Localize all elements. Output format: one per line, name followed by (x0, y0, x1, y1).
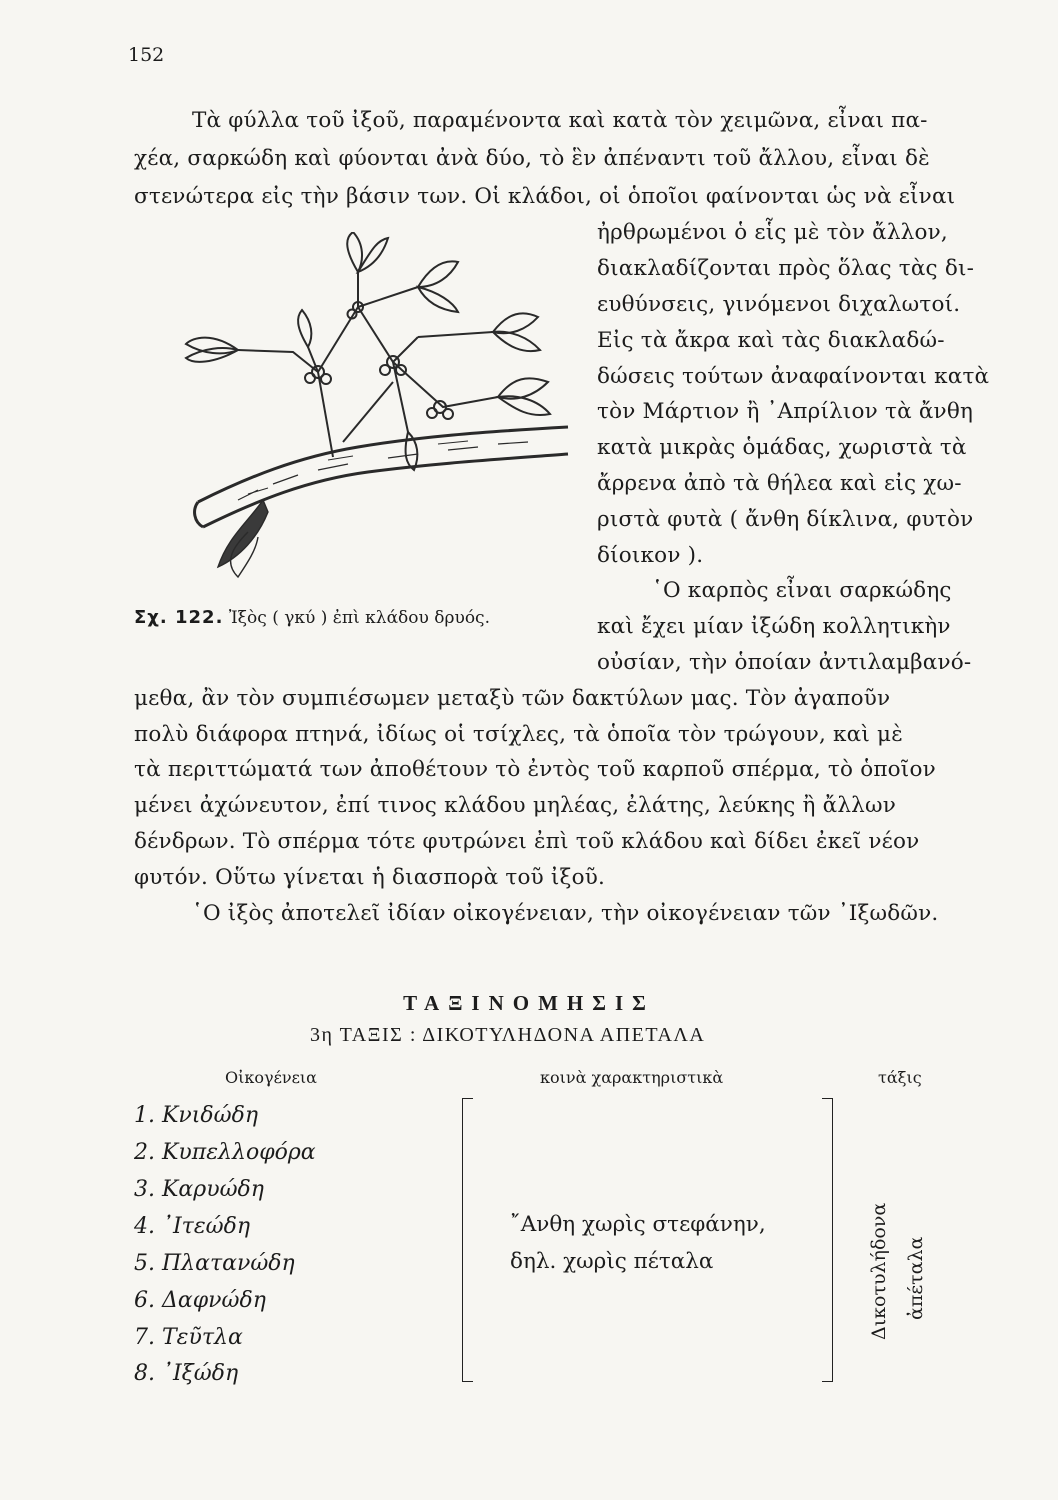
body-line: ῾Ο ἰξὸς ἀποτελεῖ ἰδίαν οἰκογένειαν, τὴν οἰκογένειαν τῶν ᾿Ιξωδῶν. (192, 901, 939, 926)
body-line: φυτόν. Οὕτω γίνεται ἡ διασπορὰ τοῦ ἰξοῦ. (134, 865, 606, 890)
figure-label: Σχ. 122. (134, 607, 224, 628)
body-line: χέα, σαρκώδη καὶ φύονται ἀνὰ δύο, τὸ ἓν ἀπέναντι τοῦ ἄλλου, εἶναι δὲ (134, 146, 930, 171)
header-order: τάξις (878, 1068, 922, 1087)
family-item: 7. Τεῦτλα (134, 1325, 243, 1350)
body-line: πολὺ διάφορα πτηνά, ἰδίως οἱ τσίχλες, τὰ ὁποῖα τὸν τρώγουν, καὶ μὲ (134, 722, 903, 747)
body-line: Εἰς τὰ ἄκρα καὶ τὰς διακλαδώ- (597, 328, 945, 353)
body-line: μεθα, ἂν τὸν συμπιέσωμεν μεταξὺ τῶν δακτύλων μας. Τὸν ἀγαποῦν (134, 686, 891, 711)
body-line: καὶ ἔχει μίαν ἰξώδη κολλητικὴν (597, 614, 951, 639)
mistletoe-drawing (178, 232, 578, 602)
header-characteristics: κοινὰ χαρακτηριστικὰ (540, 1068, 724, 1087)
header-family: Οἰκογένεια (225, 1068, 317, 1087)
mistletoe-illustration (178, 232, 578, 602)
family-item: 1. Κνιδώδη (134, 1103, 259, 1128)
family-item: 5. Πλατανώδη (134, 1251, 295, 1276)
family-item: 8. ᾿Ιξώδη (134, 1361, 239, 1386)
body-line: τὰ περιττώματά των ἀποθέτουν τὸ ἐντὸς τοῦ καρποῦ σπέρμα, τὸ ὁποῖον (134, 757, 936, 782)
family-item: 4. ᾿Ιτεώδη (134, 1214, 251, 1239)
page-number: 152 (128, 44, 165, 66)
family-item: 6. Δαφνώδη (134, 1288, 266, 1313)
right-bracket (822, 1098, 833, 1382)
characteristics-line: δηλ. χωρὶς πέταλα (510, 1249, 714, 1274)
body-line: δώσεις τούτων ἀναφαίνονται κατὰ (597, 364, 990, 389)
order-label: ἀπέταλα (905, 1236, 927, 1320)
characteristics-line: ῎Ανθη χωρὶς στεφάνην, (510, 1212, 766, 1237)
body-line: δίοικον ). (597, 543, 704, 568)
body-line: ἠρθρωμένοι ὁ εἷς μὲ τὸν ἄλλον, (597, 220, 948, 245)
body-line: κατὰ μικρὰς ὁμάδας, χωριστὰ τὰ (597, 435, 967, 460)
body-line: ῾Ο καρπὸς εἶναι σαρκώδης (652, 578, 952, 603)
body-line: μένει ἀχώνευτον, ἐπί τινος κλάδου μηλέας, ἐλάτης, λεύκης ἢ ἄλλων (134, 793, 896, 818)
figure-caption (134, 607, 490, 628)
body-line: οὐσίαν, τὴν ὁποίαν ἀντιλαμβανό- (597, 650, 972, 675)
figure-caption-text: Ἰξὸς ( γκύ ) ἐπὶ κλάδου δρυός. (228, 608, 490, 628)
left-bracket (462, 1098, 473, 1382)
body-line: Τὰ φύλλα τοῦ ἰξοῦ, παραμένοντα καὶ κατὰ τὸν χειμῶνα, εἶναι πα- (192, 108, 928, 133)
body-line: στενώτερα εἰς τὴν βάσιν των. Οἱ κλάδοι, οἱ ὁποῖοι φαίνονται ὡς νὰ εἶναι (134, 184, 956, 209)
classification-title: ΤΑΞΙΝΟΜΗΣΙΣ (403, 991, 655, 1015)
body-line: τὸν Μάρτιον ἢ ᾿Απρίλιον τὰ ἄνθη (597, 399, 974, 424)
family-item: 3. Καρυώδη (134, 1177, 264, 1202)
family-item: 2. Κυπελλοφόρα (134, 1140, 316, 1165)
body-line: ευθύνσεις, γινόμενοι διχαλωτοί. (597, 292, 961, 317)
order-label: Δικοτυλήδονα (868, 1202, 890, 1340)
body-line: ἄρρενα ἀπὸ τὰ θήλεα καὶ εἰς χω- (597, 471, 962, 496)
body-line: ριστὰ φυτὰ ( ἄνθη δίκλινα, φυτὸν (597, 507, 974, 532)
body-line: δένδρων. Τὸ σπέρμα τότε φυτρώνει ἐπὶ τοῦ κλάδου καὶ δίδει ἐκεῖ νέον (134, 829, 920, 854)
classification-subtitle: 3η ΤΑΞΙΣ : ΔΙΚΟΤΥΛΗΔΟΝΑ ΑΠΕΤΑΛΑ (310, 1024, 706, 1046)
body-line: διακλαδίζονται πρὸς ὅλας τὰς δι- (597, 256, 975, 281)
